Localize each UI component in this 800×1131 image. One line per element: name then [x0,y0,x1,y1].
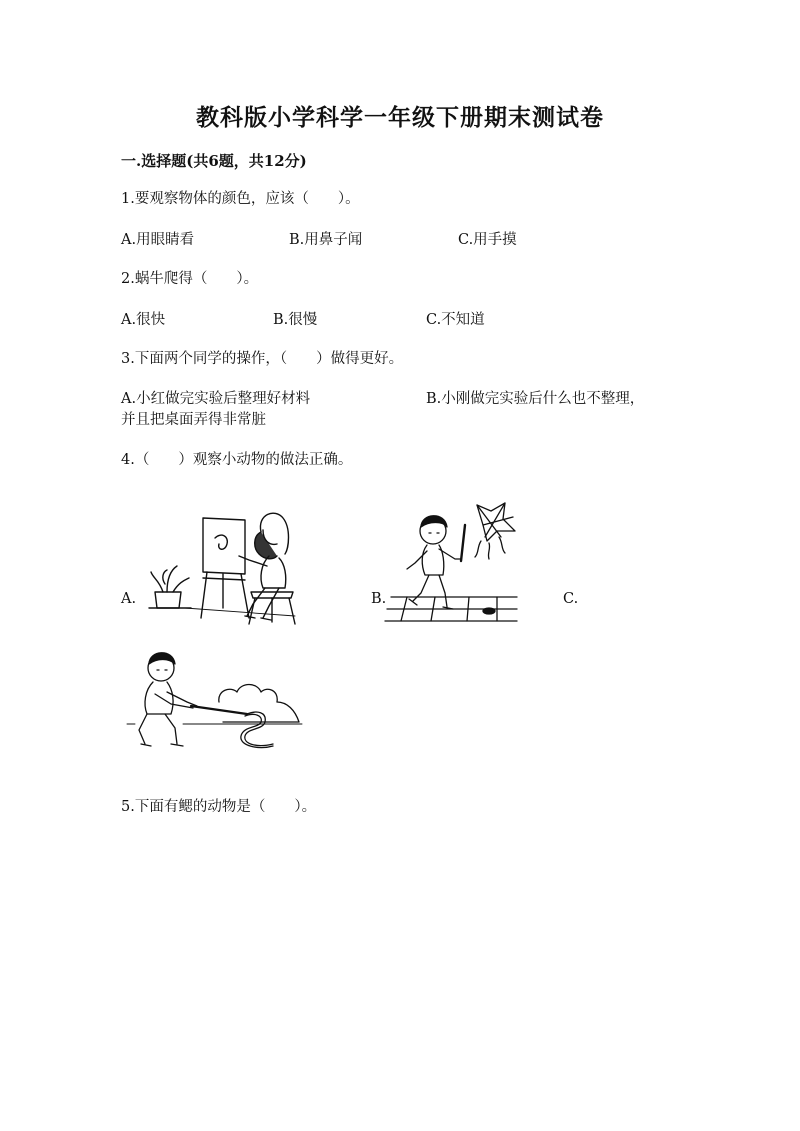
question-2-option-c[interactable]: C.不知道 [426,312,485,328]
question-3-stem: 3.下面两个同学的操作，（ ）做得更好。 [121,351,404,367]
girl-drawing-at-easel-illustration [145,508,300,626]
question-4-option-a[interactable]: A. [121,591,137,607]
question-2-stem: 2.蜗牛爬得（ ）。 [121,271,259,287]
question-3-option-a[interactable]: A.小红做完实验后整理好材料 [121,391,311,407]
question-1-stem: 1.要观察物体的颜色，应该（ ）。 [121,191,360,207]
page-title: 教科版小学科学一年级下册期末测试卷 [196,104,604,131]
question-2-option-b[interactable]: B.很慢 [273,312,318,328]
question-4-stem: 4.（ ）观察小动物的做法正确。 [121,452,353,468]
question-4-option-b[interactable]: B. [371,591,387,607]
question-2-option-a[interactable]: A.很快 [121,312,166,328]
question-3-option-b-continued: 并且把桌面弄得非常脏 [121,412,266,428]
question-4-option-c[interactable]: C. [563,591,579,607]
question-5-stem: 5.下面有鳃的动物是（ ）。 [121,799,317,815]
question-1-option-b[interactable]: B.用鼻子闻 [289,232,363,248]
section-heading: 一.选择题(共6题，共12分) [121,152,307,170]
question-1-option-a[interactable]: A.用眼睛看 [121,232,195,248]
boy-with-stick-at-spider-web-illustration [385,497,520,625]
boy-with-stick-and-snake-illustration [127,650,302,752]
question-3-option-b[interactable]: B.小刚做完实验后什么也不整理， [426,391,645,407]
question-1-option-c[interactable]: C.用手摸 [458,232,517,248]
